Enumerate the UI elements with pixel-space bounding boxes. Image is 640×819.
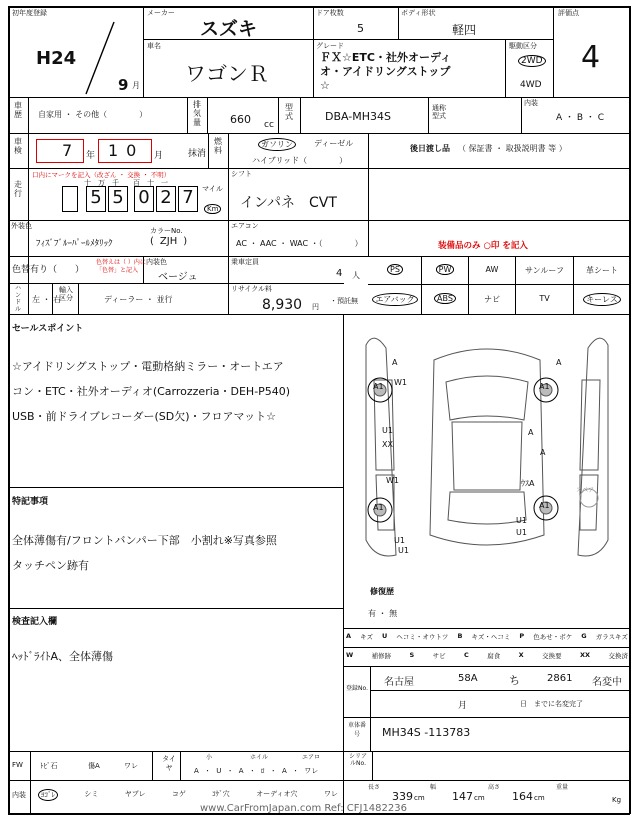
chassis-number: MH34S -113783 bbox=[382, 726, 471, 739]
length: 339 bbox=[392, 790, 413, 803]
grade-label: グレード bbox=[316, 42, 344, 50]
height: 164 bbox=[512, 790, 533, 803]
divider bbox=[553, 6, 554, 97]
sales-point-line: ☆アイドリングストップ・電動格納ミラー・オートエア bbox=[12, 360, 284, 373]
damage-mark: A bbox=[392, 358, 398, 367]
serial-label: シリアルNo. bbox=[348, 753, 367, 767]
inspector-note-line: ﾍｯﾄﾞﾗｲﾄA、全体薄傷 bbox=[12, 650, 114, 663]
divider bbox=[228, 133, 229, 256]
model-type: DBA-MH34S bbox=[325, 110, 392, 123]
registration-month: 9 bbox=[118, 76, 129, 94]
border-left bbox=[8, 6, 10, 814]
reg-label: 登録No. bbox=[346, 685, 368, 692]
damage-mark: XX bbox=[382, 440, 393, 449]
damage-mark: W1 bbox=[386, 476, 399, 485]
divider bbox=[8, 314, 630, 315]
legend-text: 色あせ・ボケ bbox=[533, 633, 573, 641]
divider bbox=[8, 283, 344, 284]
recycle-fee: 8,930 bbox=[262, 297, 303, 313]
special-note-line: タッチペン跡有 bbox=[12, 559, 89, 572]
width-unit: cm bbox=[474, 794, 485, 802]
equip-sunroof: サンルーフ bbox=[525, 266, 564, 275]
divider bbox=[521, 97, 522, 133]
reg-class: 58A bbox=[458, 673, 478, 684]
repair-title: 修復歴 bbox=[370, 587, 394, 596]
legend-text: キズ bbox=[360, 633, 373, 641]
interior-color: ベージュ bbox=[158, 272, 198, 283]
interior-item: ヤブレ bbox=[124, 790, 146, 798]
registration-year: H24 bbox=[36, 48, 77, 69]
wheel-aero: エアロ bbox=[302, 754, 321, 761]
length-unit: cm bbox=[414, 794, 425, 802]
special-note-line: 全体薄傷有/フロントバンパー下部 小割れ※写真参照 bbox=[12, 534, 277, 547]
interior-items bbox=[38, 789, 338, 801]
sales-points bbox=[12, 354, 290, 429]
divider bbox=[30, 751, 31, 813]
color-change-note bbox=[96, 259, 146, 275]
color-no-label: カラーNo. bbox=[150, 227, 183, 235]
usage: 自家用 ・ その他（ ） bbox=[38, 110, 148, 119]
divider bbox=[505, 39, 506, 97]
odometer-digit: 5 bbox=[86, 186, 106, 212]
odometer-digit: 2 bbox=[156, 186, 176, 212]
displacement-label: 排気量 bbox=[193, 100, 201, 127]
damage-mark: A bbox=[540, 448, 546, 457]
maker: スズキ bbox=[200, 18, 258, 40]
damage-mark: A1 bbox=[373, 503, 384, 512]
damage-mark: W1 bbox=[394, 378, 407, 387]
legend-text: 交換済 bbox=[608, 652, 628, 660]
legend-text: ヘコミ・オウトツ bbox=[396, 633, 449, 641]
reg-month: 月 bbox=[458, 701, 468, 711]
weight-label: 重量 bbox=[556, 784, 569, 791]
spare-label: スペア bbox=[576, 487, 595, 494]
damage-mark: U1 bbox=[516, 528, 527, 537]
divider bbox=[368, 284, 630, 285]
import-label: 輸入区分 bbox=[59, 286, 73, 302]
interior-color-label: 内装色 bbox=[146, 258, 167, 266]
damage-mark: A bbox=[556, 358, 562, 367]
ac-options: AC ・ AAC ・ WAC ・（ ） bbox=[236, 239, 363, 248]
legend-text: サビ bbox=[432, 652, 446, 660]
interior-row-label: 内装 bbox=[12, 791, 26, 799]
fuel-label: 燃料 bbox=[214, 137, 222, 155]
fuel-gasoline bbox=[258, 138, 296, 151]
color-change-note-2: 「色替」と記入 bbox=[96, 267, 139, 274]
equip-title: 装備品のみ ○印 を記入 bbox=[438, 241, 528, 251]
interior-item: シミ bbox=[84, 790, 99, 798]
odometer-blank bbox=[62, 186, 78, 212]
wheel-row: A ・ U ・ A ・ ﾛ ・ A ・ ワレ bbox=[194, 767, 319, 775]
fw-label: FW bbox=[12, 761, 23, 769]
special-notes-title: 特記事項 bbox=[12, 497, 49, 507]
interior-item: コゲ bbox=[171, 790, 186, 798]
divider bbox=[8, 168, 630, 169]
divider bbox=[8, 780, 630, 781]
equip-ps-text: PS bbox=[387, 264, 403, 275]
first-reg-label: 初年度登録 bbox=[12, 9, 47, 17]
reg-kana: ち bbox=[509, 674, 520, 687]
color-change: 色替有り（ ） bbox=[12, 265, 85, 275]
odometer-digit: 0 bbox=[134, 186, 154, 212]
maker-label: メーカー bbox=[147, 9, 175, 17]
reg-number: 2861 bbox=[547, 673, 573, 684]
usage-label: 車歴 bbox=[14, 101, 22, 119]
fuel-hybrid: ハイブリッド（ ） bbox=[252, 156, 348, 165]
divider bbox=[313, 39, 314, 97]
km-unit bbox=[204, 204, 221, 214]
divider bbox=[370, 690, 630, 691]
body-label: ボディ形状 bbox=[401, 9, 436, 17]
legend-row bbox=[346, 632, 628, 641]
ac-label: エアコン bbox=[231, 222, 259, 230]
drive-4wd: 4WD bbox=[520, 80, 542, 90]
km-text: Km bbox=[204, 204, 221, 214]
odometer bbox=[62, 186, 202, 212]
legend-code: XX bbox=[580, 651, 591, 659]
grade-line-2: オ・アイドリングストップ bbox=[320, 65, 451, 78]
legend-code: C bbox=[464, 651, 469, 659]
type-label: 型式 bbox=[285, 103, 293, 121]
legend-code: B bbox=[457, 632, 463, 640]
doors: 5 bbox=[357, 22, 364, 35]
fw-item: 傷A bbox=[88, 762, 100, 770]
displacement: 660 bbox=[230, 113, 251, 126]
reg-change: 名変中 bbox=[592, 677, 622, 688]
interior-label: 内装 bbox=[524, 99, 538, 107]
interior-item: ｺｹﾞ穴 bbox=[212, 790, 230, 798]
divider bbox=[152, 751, 153, 780]
border-top bbox=[8, 6, 630, 8]
equip-pw bbox=[422, 264, 468, 275]
legend-code: P bbox=[519, 632, 525, 640]
divider bbox=[8, 487, 343, 488]
divider bbox=[372, 751, 373, 780]
divider bbox=[343, 647, 630, 648]
divider bbox=[208, 133, 209, 168]
fw-item: ワレ bbox=[124, 762, 138, 770]
shaken-year-box bbox=[36, 139, 84, 163]
damage-mark: U1 bbox=[516, 516, 527, 525]
legend-code: U bbox=[382, 632, 388, 640]
shaken-year: 7 bbox=[62, 141, 73, 160]
divider bbox=[428, 97, 429, 133]
interior-grade: A ・ B ・ C bbox=[556, 113, 605, 123]
damage-mark: U1 bbox=[398, 546, 409, 555]
equip-airbag bbox=[369, 293, 421, 306]
capacity: 4 bbox=[336, 268, 343, 279]
tsusho-label: 通称型式 bbox=[432, 104, 446, 120]
odometer-digit: 5 bbox=[108, 186, 128, 212]
legend-code: X bbox=[518, 651, 524, 659]
divider bbox=[8, 133, 630, 134]
odometer-digit: 7 bbox=[178, 186, 198, 212]
chassis-label: 車体番号 bbox=[347, 722, 366, 738]
sales-point-line: コン・ETC・社外オーディオ(Carrozzeria・DEH-P540) bbox=[12, 385, 291, 398]
sales-points-title: セールスポイント bbox=[12, 324, 84, 334]
divider bbox=[8, 256, 630, 257]
sales-point-line: USB・前ドライブレコーダー(SD欠)・フロアマット☆ bbox=[12, 410, 276, 423]
divider bbox=[370, 666, 371, 751]
watermark: www.CarFromJapan.com Ref: CFJ1482236 bbox=[200, 803, 407, 814]
massho: 抹消 bbox=[188, 149, 207, 159]
legend-code: G bbox=[581, 632, 587, 640]
damage-mark: U1 bbox=[382, 426, 393, 435]
shift-label: シフト bbox=[231, 170, 252, 178]
month-unit: 月 bbox=[154, 151, 164, 161]
divider bbox=[78, 284, 79, 314]
divider bbox=[343, 628, 630, 629]
capacity-label: 乗車定員 bbox=[231, 258, 259, 266]
width-label: 幅 bbox=[430, 784, 437, 791]
equip-keyless-text: キーレス bbox=[583, 293, 621, 306]
fw-item: ﾄﾋﾞ石 bbox=[40, 762, 58, 770]
legend-code: W bbox=[346, 651, 354, 659]
recycle-label: リサイクル料 bbox=[231, 285, 273, 293]
interior-item: オーディオ穴 bbox=[256, 790, 298, 798]
height-unit: cm bbox=[534, 794, 545, 802]
legend-row bbox=[346, 651, 628, 660]
grade-line-1: ＦＸ☆ETC・社外オーディ bbox=[320, 51, 452, 64]
divider bbox=[28, 97, 29, 314]
width: 147 bbox=[452, 790, 473, 803]
divider bbox=[207, 97, 208, 133]
shift: インパネ CVT bbox=[240, 195, 337, 211]
equip-leather: 革シート bbox=[586, 266, 618, 275]
score: 4 bbox=[581, 40, 601, 75]
damage-mark: U1 bbox=[394, 536, 405, 545]
equip-pw-text: PW bbox=[436, 264, 455, 275]
divider bbox=[343, 314, 344, 751]
mileage-label: 走行 bbox=[14, 180, 22, 198]
grade bbox=[320, 51, 451, 93]
model-label: 車名 bbox=[147, 42, 161, 50]
border-right bbox=[629, 6, 631, 814]
mile-unit: マイル bbox=[202, 185, 223, 193]
capacity-unit: 人 bbox=[352, 271, 360, 280]
year-unit: 年 bbox=[86, 151, 96, 161]
divider bbox=[143, 6, 144, 97]
shaken-month: 10 bbox=[108, 141, 145, 160]
equip-abs bbox=[422, 293, 468, 304]
yen: 円 bbox=[312, 303, 319, 311]
color-change-note-1: 色替えは（ ）内に bbox=[96, 259, 146, 266]
legend-text: ガラスキズ bbox=[595, 633, 628, 641]
damage-marks bbox=[346, 320, 628, 580]
damage-mark: ｳｽA bbox=[521, 479, 535, 488]
reg-day-note: 日 までに名変完了 bbox=[520, 700, 583, 708]
exterior-color: ﾌｨｽﾞﾌﾞﾙｰﾊﾟｰﾙﾒﾀﾘｯｸ bbox=[36, 239, 113, 249]
handle-label: ハンドル bbox=[14, 285, 21, 313]
divider bbox=[187, 97, 188, 133]
repair-value: 有 ・ 無 bbox=[368, 609, 398, 618]
divider bbox=[8, 220, 630, 221]
divider bbox=[180, 751, 181, 780]
damage-mark: A bbox=[528, 428, 534, 437]
divider bbox=[343, 666, 630, 667]
fuel-gasoline-text: ガソリン bbox=[258, 138, 296, 151]
drive-2wd bbox=[518, 55, 546, 67]
equip-keyless bbox=[574, 293, 630, 306]
reg-area: 名古屋 bbox=[384, 677, 414, 688]
cc-unit: cc bbox=[264, 120, 274, 130]
divider bbox=[313, 6, 314, 39]
legend-text: 腐食 bbox=[487, 652, 501, 660]
drive-2wd-text: 2WD bbox=[518, 55, 546, 67]
special-notes bbox=[12, 528, 277, 578]
damage-mark: A1 bbox=[539, 382, 550, 391]
fuel-diesel: ディーゼル bbox=[314, 139, 354, 148]
divider bbox=[8, 97, 630, 98]
legend-code: S bbox=[409, 651, 415, 659]
docs-title: 後日渡し品 bbox=[410, 144, 450, 153]
legend-code: A bbox=[346, 632, 352, 640]
wheel-label: ホイル bbox=[250, 754, 269, 761]
divider bbox=[343, 717, 630, 718]
damage-mark: A1 bbox=[373, 382, 384, 391]
color-label: 外装色 bbox=[11, 222, 32, 230]
equip-navi: ナビ bbox=[484, 295, 500, 304]
grade-line-3: ☆ bbox=[320, 79, 330, 92]
equip-ps bbox=[369, 264, 421, 275]
color-no: ( ZJH ) bbox=[150, 236, 188, 247]
drive-label: 駆動区分 bbox=[509, 42, 537, 50]
damage-mark: A1 bbox=[539, 501, 550, 510]
divider bbox=[398, 6, 399, 39]
digit-labels: 十 万 千 百 十 一 bbox=[84, 179, 168, 187]
tires-label: タイヤ bbox=[162, 755, 176, 772]
inspector-notes-title: 検査記入欄 bbox=[12, 617, 58, 627]
mileage-note: 口内にマークを記入（改ざん ・ 交換 ・ 不明） bbox=[32, 171, 171, 179]
body-type: 軽四 bbox=[452, 23, 477, 37]
divider bbox=[368, 133, 369, 256]
equip-airbag-text: エアバッグ bbox=[372, 293, 417, 306]
wheel-small: 小 bbox=[206, 754, 213, 761]
divider bbox=[8, 608, 343, 609]
doors-label: ドア枚数 bbox=[316, 9, 344, 17]
equip-aw: AW bbox=[485, 265, 499, 274]
model: ワゴンＲ bbox=[185, 62, 269, 86]
shaken-label: 車検 bbox=[14, 137, 22, 155]
handle: 左 ・ 右 bbox=[32, 295, 62, 304]
height-label: 高さ bbox=[488, 784, 501, 791]
score-label: 評価点 bbox=[558, 9, 579, 17]
divider bbox=[278, 97, 279, 133]
month-unit: 月 bbox=[132, 81, 140, 90]
length-label: 長さ bbox=[368, 784, 381, 791]
interior-item: ワレ bbox=[323, 790, 338, 798]
equip-tv: TV bbox=[539, 294, 550, 303]
import-type: ディーラー ・ 並行 bbox=[104, 295, 173, 304]
legend-text: キズ・ヘコミ bbox=[471, 633, 511, 641]
deposit: ・預託無 bbox=[330, 297, 358, 305]
legend-text: 交換要 bbox=[542, 652, 562, 660]
docs-items: （ 保証書 ・ 取扱説明書 等 ） bbox=[458, 144, 567, 153]
weight-unit: Kg bbox=[612, 796, 622, 804]
slash-divider bbox=[80, 20, 120, 96]
color-no-text: ZJH bbox=[159, 236, 178, 247]
legend-text: 補修跡 bbox=[371, 652, 392, 660]
divider bbox=[228, 256, 229, 314]
equip-abs-text: ABS bbox=[434, 293, 456, 304]
divider bbox=[300, 97, 301, 133]
interior-item: ﾖｺﾞﾚ bbox=[38, 789, 58, 801]
